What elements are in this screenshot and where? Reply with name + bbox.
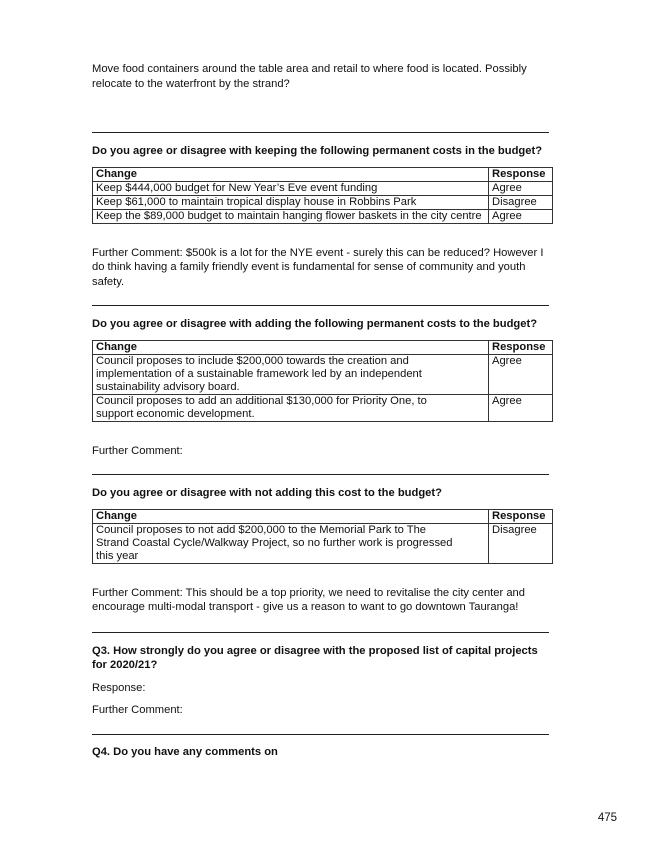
q4-question: Q4. Do you have any comments on xyxy=(92,745,278,758)
response-cell: Agree xyxy=(489,354,553,394)
change-cell: Keep the $89,000 budget to maintain hanging flower baskets in the city centre xyxy=(93,209,489,223)
table-header-row xyxy=(93,340,553,354)
q3-further-comment: Further Comment: xyxy=(92,704,183,716)
response-cell: Disagree xyxy=(489,195,553,209)
section2-table xyxy=(92,340,553,422)
response-cell: Agree xyxy=(489,394,553,421)
table-row xyxy=(93,209,553,223)
change-cell: Council proposes to add an additional $130,000 for Priority One, to support economic development. xyxy=(93,394,489,421)
header-response: Response xyxy=(489,167,553,181)
section1-further-comment: Further Comment: $500k is a lot for the NYE event - surely this can be reduced? However I do think having a family friendly event is fundamental for sense of community and youth safety. xyxy=(92,246,544,288)
page-content xyxy=(92,62,552,759)
header-response: Response xyxy=(489,340,553,354)
table-row xyxy=(93,354,553,394)
change-cell: Council proposes to include $200,000 towards the creation and implementation of a sustainable framework led by an independent sustainability advisory board. xyxy=(93,354,489,394)
table-header-row xyxy=(93,167,553,181)
section3-question: Do you agree or disagree with not adding this cost to the budget? xyxy=(92,487,442,499)
q3-question: Q3. How strongly do you agree or disagree with the proposed list of capital projects for 2020/21? xyxy=(92,644,538,671)
table-row xyxy=(93,394,553,421)
response-cell: Disagree xyxy=(489,523,553,563)
table-row xyxy=(93,181,553,195)
header-response: Response xyxy=(489,509,553,523)
section3-further-comment: Further Comment: This should be a top priority, we need to revitalise the city center and encourage multi-modal transport - give us a reason to want to go downtown Tauranga! xyxy=(92,586,526,613)
header-change: Change xyxy=(93,509,489,523)
section2-question: Do you agree or disagree with adding the following permanent costs to the budget? xyxy=(92,318,538,330)
section1-table xyxy=(92,167,553,224)
intro-comment: Move food containers around the table area and retail to where food is located. Possibly relocate to the waterfront by the strand? xyxy=(92,63,527,90)
page-number: 475 xyxy=(597,812,617,824)
header-change: Change xyxy=(93,167,489,181)
q3-response-label: Response: xyxy=(92,681,146,694)
section1-question: Do you agree or disagree with keeping the following permanent costs in the budget? xyxy=(92,145,543,157)
divider xyxy=(92,305,549,306)
response-cell: Agree xyxy=(489,209,553,223)
response-cell: Agree xyxy=(489,181,553,195)
header-change: Change xyxy=(93,340,489,354)
table-row xyxy=(93,523,553,563)
divider xyxy=(92,474,549,475)
divider xyxy=(92,734,549,735)
table-row xyxy=(93,195,553,209)
change-cell: Council proposes to not add $200,000 to the Memorial Park to The Strand Coastal Cycle/Walkway Project, so no further work is progressed this year xyxy=(93,523,489,563)
change-cell: Keep $444,000 budget for New Year’s Eve event funding xyxy=(93,181,489,195)
table-header-row xyxy=(93,509,553,523)
change-cell: Keep $61,000 to maintain tropical display house in Robbins Park xyxy=(93,195,489,209)
section2-further-comment: Further Comment: xyxy=(92,444,183,457)
divider xyxy=(92,132,549,133)
section3-table xyxy=(92,509,553,564)
divider xyxy=(92,632,549,633)
